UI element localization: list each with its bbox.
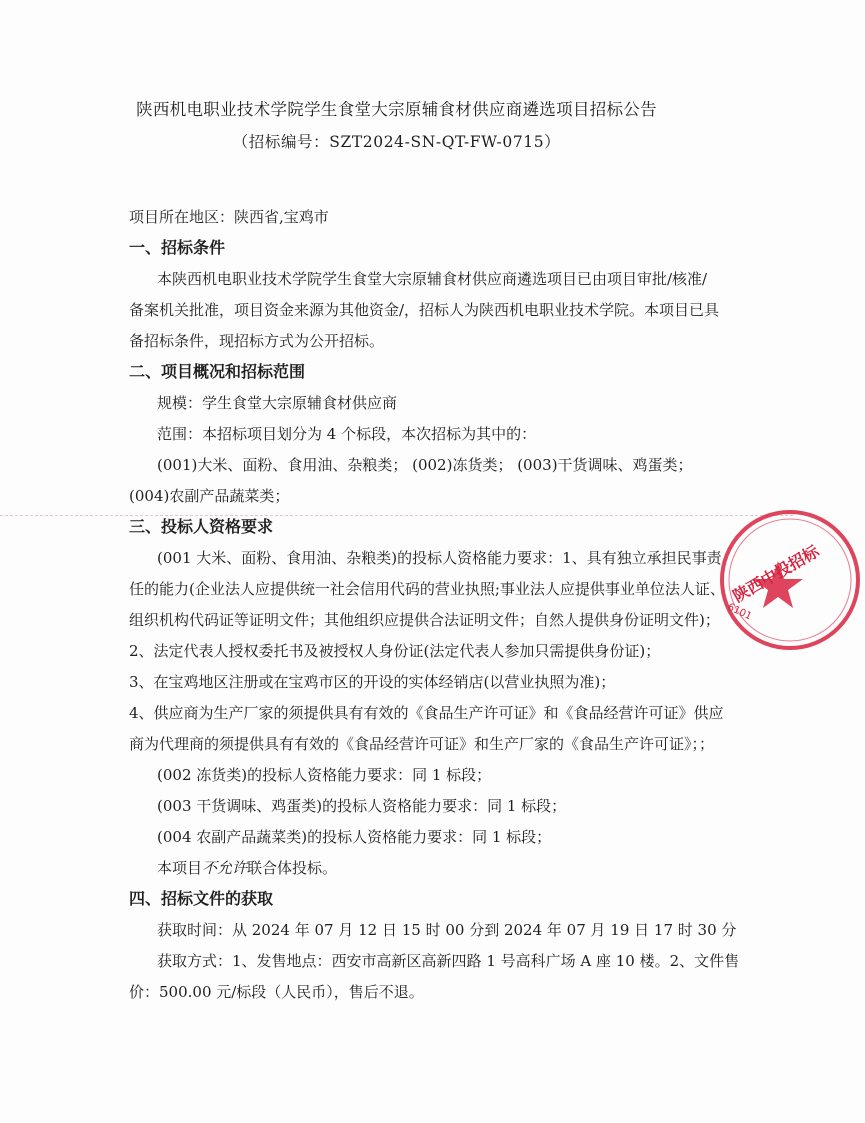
consortium-pre: 本项目: [157, 859, 203, 877]
paragraph-line: 2、法定代表人授权委托书及被授权人身份证(法定代表人参加只需提供身份证)；: [129, 642, 661, 660]
paragraph-line: (004 农副产品蔬菜类)的投标人资格能力要求：同 1 标段；: [157, 828, 552, 846]
paragraph-line: 4、供应商为生产厂家的须提供具有有效的《食品生产许可证》和《食品经营许可证》供应: [129, 704, 724, 722]
section-heading-project-overview: 二、项目概况和招标范围: [129, 362, 306, 381]
paragraph-line: 价：500.00 元/标段（人民币），售后不退。: [129, 983, 424, 1001]
paragraph-line: (002 冻货类)的投标人资格能力要求：同 1 标段；: [157, 766, 492, 784]
paragraph-line: 备案机关批准，项目资金来源为其他资金/，招标人为陕西机电职业技术学院。本项目已具: [129, 301, 720, 319]
paragraph-line: (003 干货调味、鸡蛋类)的投标人资格能力要求：同 1 标段；: [157, 797, 567, 815]
paragraph-line: 本陕西机电职业技术学院学生食堂大宗原辅食材供应商遴选项目已由项目审批/核准/: [157, 270, 708, 288]
paragraph-line: 范围：本招标项目划分为 4 个标段，本次招标为其中的：: [157, 425, 537, 443]
paragraph-line: 备招标条件，现招标方式为公开招标。: [129, 332, 385, 350]
paragraph-line: 组织机构代码证等证明文件；其他组织应提供合法证明文件；自然人提供身份证明文件)；: [129, 611, 720, 629]
scan-divider: [0, 515, 793, 517]
paragraph-line: 获取时间：从 2024 年 07 月 12 日 15 时 00 分到 2024 年 07 月 19 日 17 时 30 分: [157, 921, 737, 939]
official-seal-icon: [715, 505, 865, 655]
project-location: 项目所在地区：陕西省,宝鸡市: [129, 208, 329, 226]
section-heading-document-acquisition: 四、招标文件的获取: [129, 889, 274, 908]
paragraph-line: 商为代理商的须提供具有有效的《食品经营许可证》和生产厂家的《食品生产许可证》；；: [129, 735, 715, 753]
consortium-line: [157, 858, 337, 878]
paragraph-line: (001 大米、面粉、食用油、杂粮类)的投标人资格能力要求：1、具有独立承担民事责: [157, 549, 722, 567]
paragraph-line: 规模：学生食堂大宗原辅食材供应商: [157, 394, 398, 412]
paragraph-line: 获取方式：1、发售地点：西安市高新区高新四路 1 号高科广场 A 座 10 楼。2、文件售: [157, 952, 740, 970]
seal-number: 6101: [725, 601, 754, 623]
section-heading-bidder-qualifications: 三、投标人资格要求: [129, 517, 274, 536]
document-title: 陕西机电职业技术学院学生食堂大宗原辅食材供应商遴选项目招标公告: [136, 100, 657, 119]
paragraph-line: 3、在宝鸡地区注册或在宝鸡市区的开设的实体经销店(以营业执照为准)；: [129, 673, 616, 691]
paragraph-line: 任的能力(企业法人应提供统一社会信用代码的营业执照;事业法人应提供事业单位法人证、: [129, 580, 725, 598]
paragraph-line: (004)农副产品蔬菜类；: [129, 487, 290, 505]
section-heading-tender-conditions: 一、招标条件: [129, 238, 226, 257]
paragraph-line: (001)大米、面粉、食用油、杂粮类； (002)冻货类； (003)干货调味、鸡蛋类；: [157, 456, 693, 474]
seal-text: 陕西中投招标: [729, 541, 823, 606]
consortium-post: 联合体投标。: [247, 859, 338, 877]
consortium-not-allowed: 不允许: [202, 859, 248, 877]
tender-number: （招标编号：SZT2024-SN-QT-FW-0715）: [232, 133, 561, 151]
